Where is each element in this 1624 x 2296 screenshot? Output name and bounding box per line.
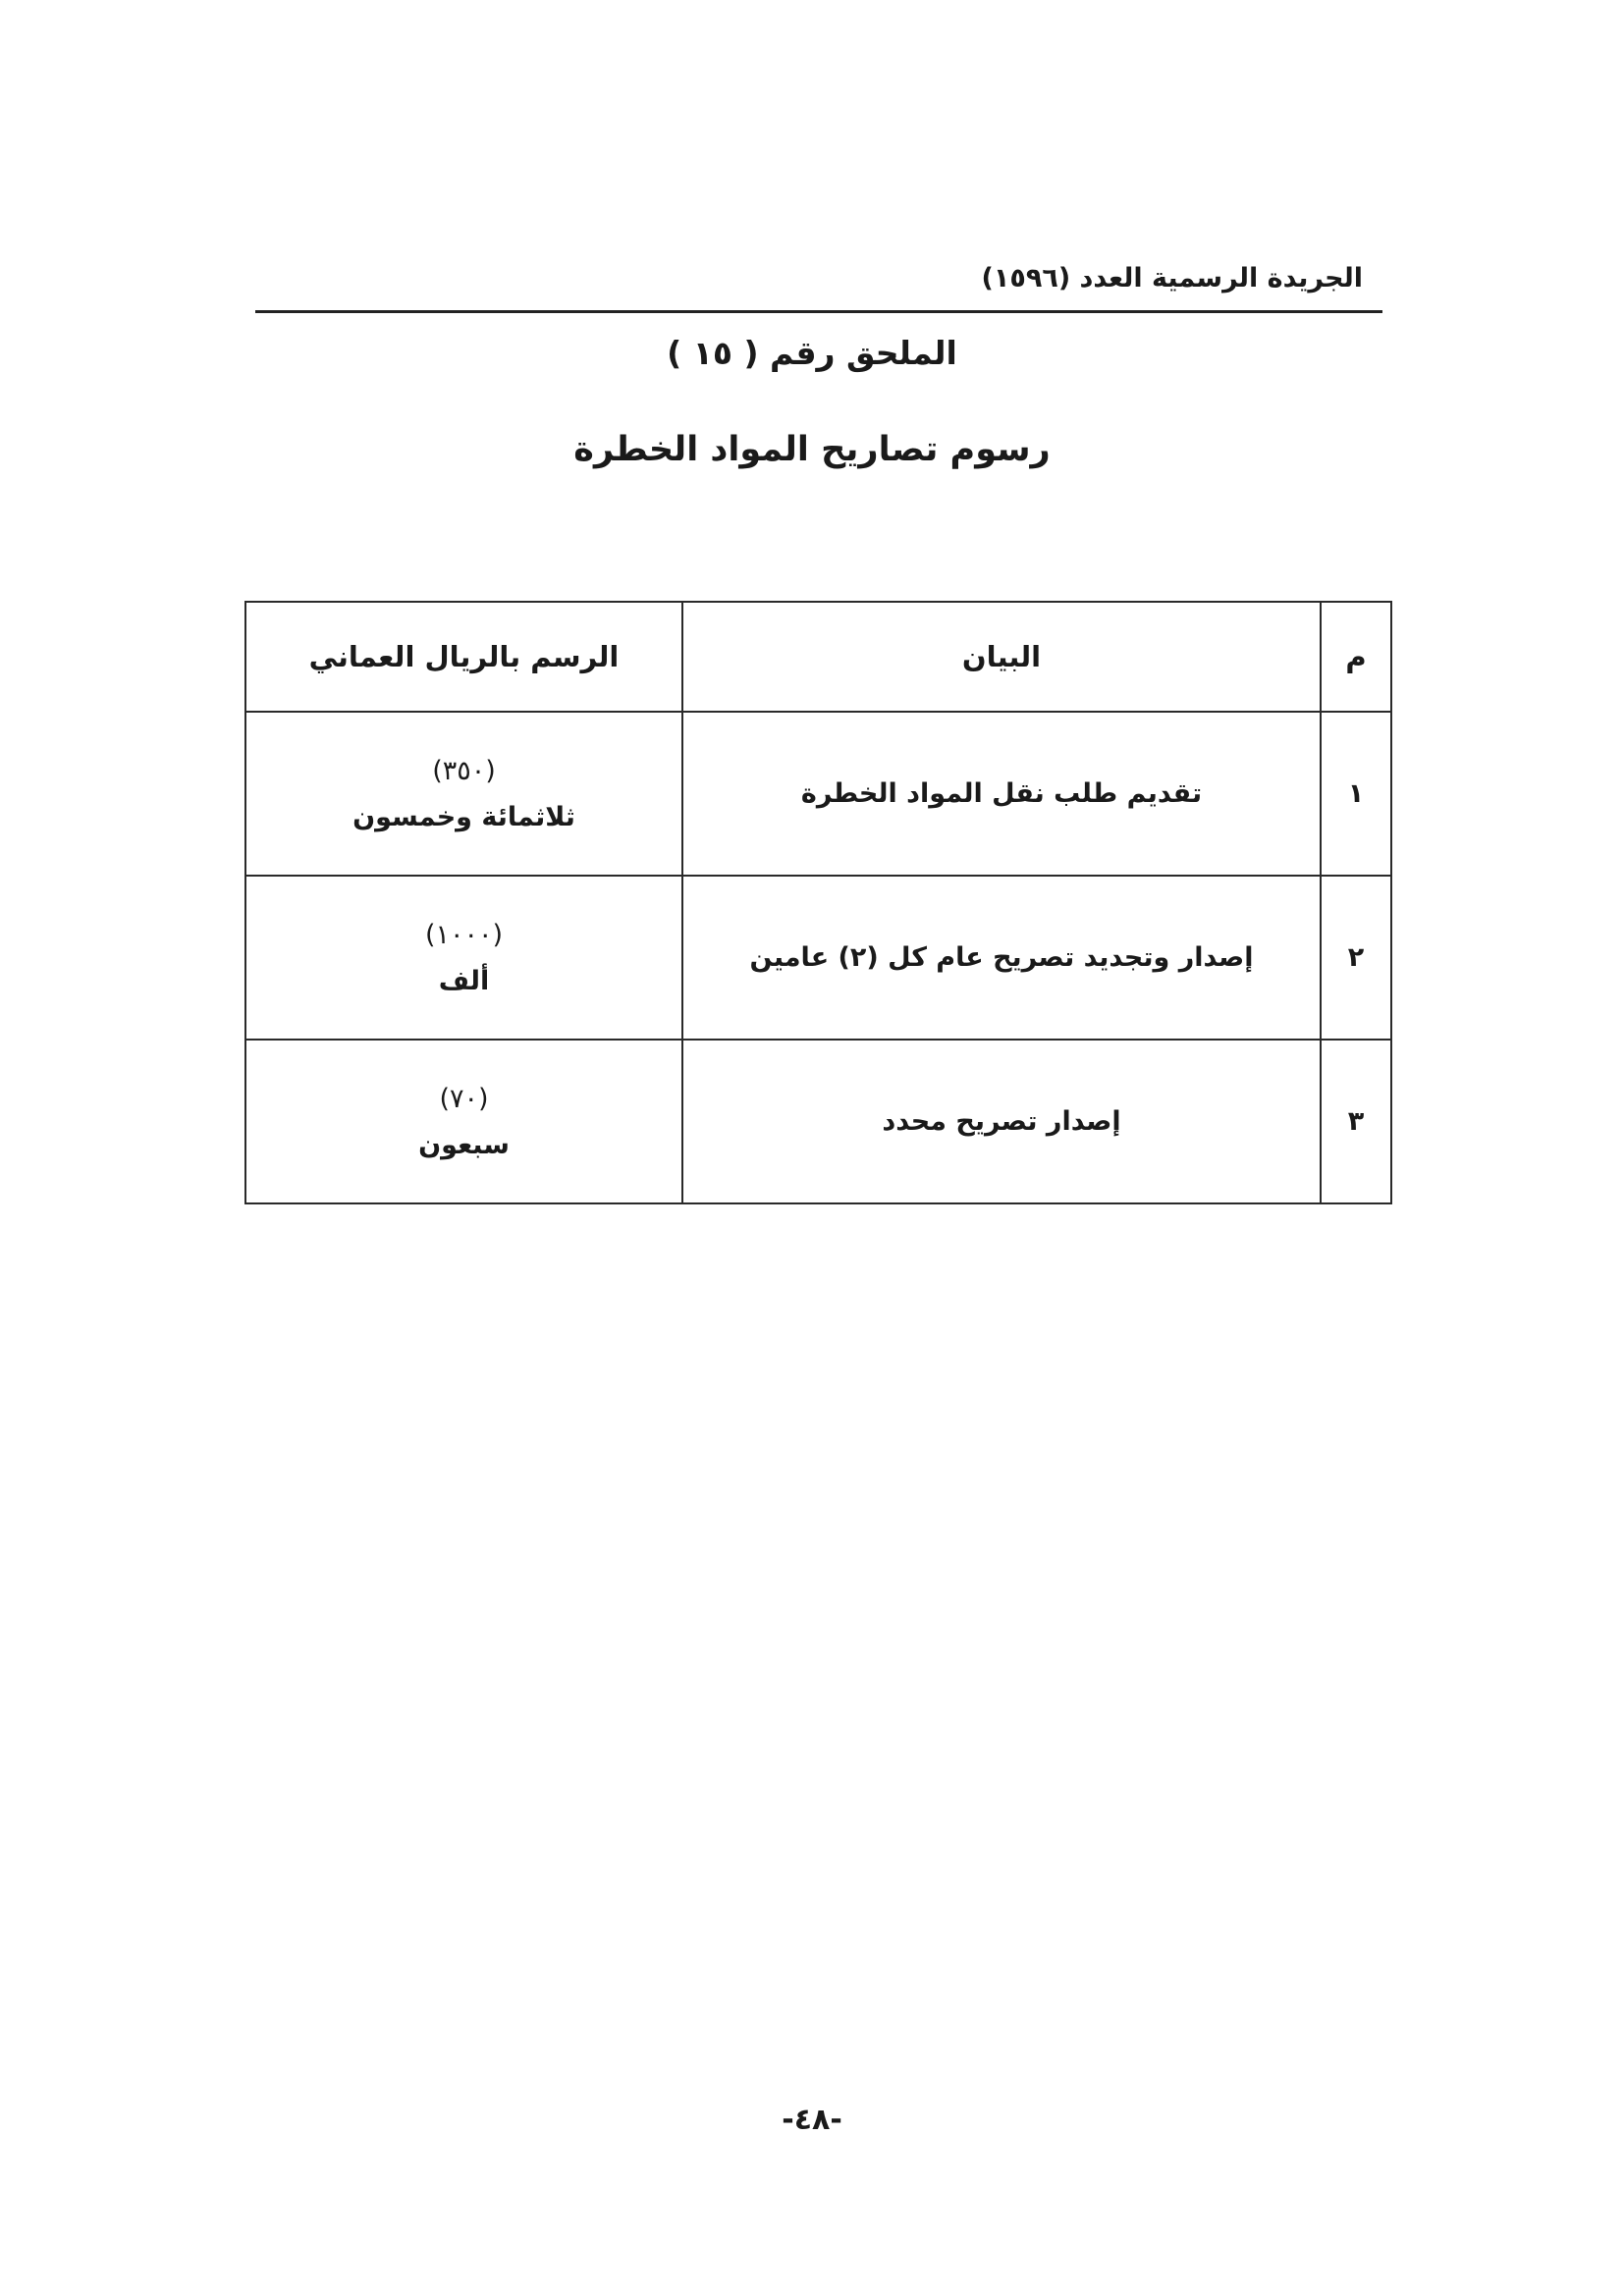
fee-figure: (٣٥٠) <box>432 755 496 786</box>
annex-label: الملحق رقم ( ١٥ ) <box>667 334 957 372</box>
page-title: رسوم تصاريح المواد الخطرة <box>573 430 1051 469</box>
column-header-description: البيان <box>682 602 1321 712</box>
table-row <box>245 876 1391 1040</box>
column-header-number: م <box>1321 602 1391 712</box>
column-header-fee: الرسم بالريال العماني <box>245 602 682 712</box>
fee-words: ألف <box>438 965 490 996</box>
row-fee <box>245 712 682 876</box>
row-description: تقديم طلب نقل المواد الخطرة <box>682 712 1321 876</box>
row-description: إصدار تصريح محدد <box>682 1040 1321 1203</box>
fees-table <box>244 601 1392 1204</box>
page-number: -٤٨- <box>782 2103 842 2137</box>
row-number: ٣ <box>1321 1040 1391 1203</box>
row-fee <box>245 876 682 1040</box>
fee-figure: (١٠٠٠) <box>424 919 504 950</box>
running-header <box>255 261 1382 313</box>
row-fee <box>245 1040 682 1203</box>
gazette-issue-title: الجريدة الرسمية العدد (١٥٩٦) <box>981 263 1363 294</box>
row-number: ١ <box>1321 712 1391 876</box>
row-description: إصدار وتجديد تصريح عام كل (٢) عامين <box>682 876 1321 1040</box>
fee-figure: (٧٠) <box>439 1083 489 1114</box>
row-number: ٢ <box>1321 876 1391 1040</box>
table-row <box>245 712 1391 876</box>
table-row <box>245 1040 1391 1203</box>
fee-words: ثلاثمائة وخمسون <box>352 801 575 832</box>
table-header-row <box>245 602 1391 712</box>
fee-words: سبعون <box>418 1129 510 1160</box>
